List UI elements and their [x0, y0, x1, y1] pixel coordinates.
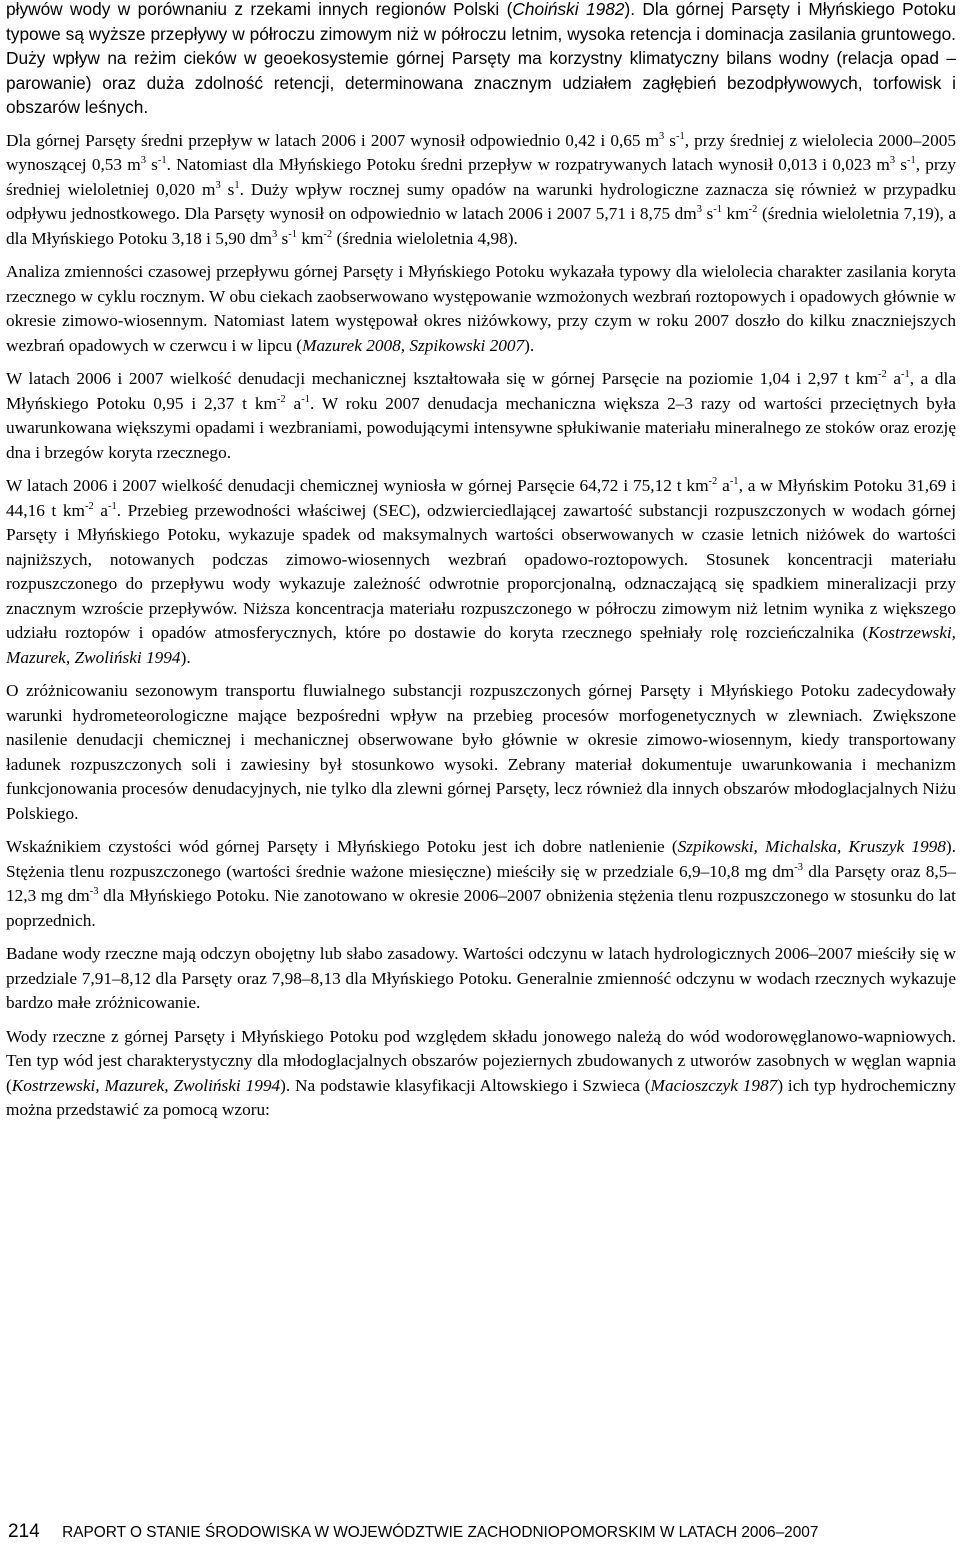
- document-body: [6, 0, 956, 1132]
- paragraph-ph: Badane wody rzeczne mają odczyn obojętny lub słabo zasadowy. Wartości odczynu w latach hydrologicznych 2006–2007 mieściły się w przedziale 7,91–8,12 dla Parsęty oraz 7,98–8,13 dla Młyńskiego Potoku. Generalnie zmienność odczynu w wodach rzecznych wykazuje bardzo małe zróżnicowanie.: [6, 944, 956, 1012]
- paragraph-ionic-composition: Wody rzeczne z górnej Parsęty i Młyńskiego Potoku pod względem składu jonowego należą do wód wodorowęglanowo-wapniowych. Ten typ wód jest charakterystyczny dla młodoglacjalnych obszarów pojeziernych zbudowanych z utworów zasobnych w węglan wapnia (Kostrzewski, Mazurek, Zwoliński 1994). Na podstawie klasyfikacji Altowskiego i Szwieca (Macioszczyk 1987) ich typ hydrochemiczny można przedstawić za pomocą wzoru:: [6, 1026, 957, 1119]
- report-title: RAPORT O STANIE ŚRODOWISKA W WOJEWÓDZTWIE ZACHODNIOPOMORSKIM W LATACH 2006–2007: [62, 1524, 819, 1541]
- paragraph-hydrology-regime: pływów wody w porównaniu z rzekami innych regionów Polski (Choiński 1982). Dla górnej Parsęty i Młyńskiego Potoku typowe są wyższe przepływy w półroczu zimowym niż w półroczu letnim, wysoka retencja i dominacja zasilania gruntowego. Duży wpływ na reżim cieków w geoekosystemie górnej Parsęty ma korzystny klimatyczny bilans wodny (relacja opad – parowanie) oraz duża zdolność retencji, determinowana znacznym udziałem zagłębień bezodpływowych, torfowisk i obszarów leśnych.: [6, 0, 956, 117]
- paragraph-oxygenation: Wskaźnikiem czystości wód górnej Parsęty i Młyńskiego Potoku jest ich dobre natlenienie (Szpikowski, Michalska, Kruszyk 1998). Stężenia tlenu rozpuszczonego (wartości średnie ważone miesięczne) mieściły się w przedziale 6,9–10,8 mg $dm^{-3}$ dla Parsęty oraz 8,5–12,3 mg $dm^{-3}$ dla Młyńskiego Potoku. Nie zanotowano w okresie 2006–2007 obniżenia stężenia tlenu rozpuszczonego w stosunku do lat poprzednich.: [6, 837, 956, 930]
- paragraph-mechanical-denudation: W latach 2006 i 2007 wielkość denudacji mechanicznej kształtowała się w górnej Parsęcie na poziomie 1,04 i 2,97 t $km^{-2}$ $a^{-1}$, a dla Młyńskiego Potoku 0,95 i 2,37 t $km^{-2}$ $a^{-1}$. W roku 2007 denudacja mechaniczna większa 2–3 razy od wartości przeciętnych była uwarunkowana większymi opadami i wezbraniami, powodującymi intensywne spłukiwanie materiału mineralnego ze stoków oraz erozję dna i brzegów koryta rzecznego.: [6, 369, 956, 462]
- page-footer: [8, 1521, 958, 1543]
- page-number: 214: [8, 1521, 40, 1542]
- paragraph-seasonal-transport: O zróżnicowaniu sezonowym transportu fluwialnego substancji rozpuszczonych górnej Parsęty i Młyńskiego Potoku zadecydowały warunki hydrometeorologiczne mające bezpośredni wpływ na przebieg procesów morfogenetycznych w zlewniach. Zwiększone nasilenie denudacji chemicznej i mechanicznej obserwowane było głównie w okresie zimowo-wiosennym, kiedy transportowany ładunek rozpuszczonych soli i zawiesiny był stosunkowo wysoki. Zebrany materiał dokumentuje uwarunkowania i mechanizm funkcjonowania procesów denudacyjnych, nie tylko dla zlewni górnej Parsęty, lecz również dla innych obszarów młodoglacjalnych Niżu Polskiego.: [6, 681, 956, 823]
- paragraph-chemical-denudation: W latach 2006 i 2007 wielkość denudacji chemicznej wyniosła w górnej Parsęcie 64,72 i 75,12 t $km^{-2}$ $a^{-1}$, a w Młyńskim Potoku 31,69 i 44,16 t $km^{-2}$ $a^{-1}$. Przebieg przewodności właściwej (SEC), odzwierciedlającej zawartość substancji rozpuszczonych w wodach górnej Parsęty i Młyńskiego Potoku, wykazuje spadek od maksymalnych wartości obserwowanych w czasie letnich niżówek do wartości najniższych, notowanych podczas zimowo-wiosennych wezbrań opadowo-roztopowych. Stosunek koncentracji materiału rozpuszczonego do przepływu wody wykazuje zależność odwrotnie proporcjonalną, odznaczającą się spadkiem mineralizacji przy znacznym wzroście przepływów. Niższa koncentracja materiału rozpuszczonego w półroczu zimowym niż letnim wynika z większego udziału roztopów i opadów atmosferycznych, które po dostawie do koryta rzecznego spełniały rolę rozcieńczalnika (Kostrzewski, Mazurek, Zwoliński 1994).: [6, 476, 956, 667]
- paragraph-temporal-variability: Analiza zmienności czasowej przepływu górnej Parsęty i Młyńskiego Potoku wykazała typowy dla wielolecia charakter zasilania koryta rzecznego w cyklu rocznym. W obu ciekach zaobserwowano występowanie wzmożonych wezbrań roztopowych i opadowych głównie w okresie zimowo-wiosennym. Natomiast latem występował okres niżówkowy, przy czym w roku 2007 doszło do kilku znaczniejszych wezbrań opadowych w czerwcu i w lipcu (Mazurek 2008, Szpikowski 2007).: [6, 262, 956, 355]
- paragraph-mean-discharge: Dla górnej Parsęty średni przepływ w latach 2006 i 2007 wynosił odpowiednio 0,42 i 0,65 $m^3$ $s^{-1}$, przy średniej z wielolecia 2000–2005 wynoszącej 0,53 $m^3$ $s^{-1}$. Natomiast dla Młyńskiego Potoku średni przepływ w rozpatrywanych latach wynosił 0,013 i 0,023 $m^3$ $s^{-1}$, przy średniej wieloletniej 0,020 $m^3$ $s^1$. Duży wpływ rocznej sumy opadów na warunki hydrologiczne zaznacza się również w przypadku odpływu jednostkowego. Dla Parsęty wynosił on odpowiednio w latach 2006 i 2007 5,71 i 8,75 $dm^3$ $s^{-1}$ $km^{-2}$ (średnia wieloletnia 7,19), a dla Młyńskiego Potoku 3,18 i 5,90 $dm^3$ $s^{-1}$ $km^{-2}$ (średnia wieloletnia 4,98).: [6, 130, 957, 248]
